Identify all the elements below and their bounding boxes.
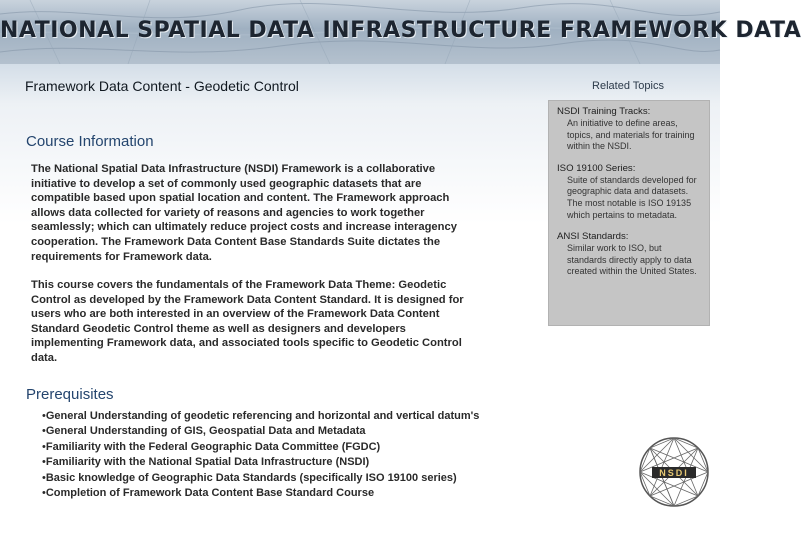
track-title: ANSI Standards: (557, 231, 629, 243)
list-item: • Completion of Framework Data Content Base Standard Course (42, 486, 532, 501)
page-title: Framework Data Content - Geodetic Control (25, 78, 299, 94)
related-topics-panel (548, 100, 710, 326)
prerequisites-heading: Prerequisites (26, 386, 114, 403)
list-item: • Basic knowledge of Geographic Data Standards (specifically ISO 19100 series) (42, 471, 532, 486)
banner-title: NATIONAL SPATIAL DATA INFRASTRUCTURE FRAMEWORK DATA (0, 18, 801, 43)
course-information-heading: Course Information (26, 133, 154, 150)
nsdi-logo (636, 434, 712, 510)
course-paragraph-1: The National Spatial Data Infrastructure (NSDI) Framework is a collaborative initiative to develop a set of commonly used geographic datasets that are compatible based upon spatial location and content. The Framework approach allows data collected for variety of reasons and agencies to work together seamlessly; which can ultimately reduce project costs and increase interagency cooperation. The Framework Data Content Base Standards Suite dictates the requirements for Framework data. (31, 163, 457, 263)
sidebar-item-nsdi-training[interactable] (557, 106, 701, 153)
logo-text: NSDI (659, 468, 689, 478)
track-description: Similar work to ISO, but standards directly apply to data created within the United States. (567, 243, 697, 277)
related-topics-link[interactable]: Related Topics (592, 80, 664, 92)
track-title: ISO 19100 Series: (557, 162, 636, 174)
list-item: • General Understanding of geodetic referencing and horizontal and vertical datum's (42, 409, 532, 424)
sidebar-item-iso-19100[interactable] (557, 163, 701, 221)
track-description: An initiative to define areas, topics, and materials for training within the NSDI. (567, 118, 695, 152)
track-title: NSDI Training Tracks: (557, 106, 651, 117)
list-item: • Familiarity with the Federal Geographic Data Committee (FGDC) (42, 440, 532, 455)
track-description: Suite of standards developed for geographic data and datasets. The most notable is ISO 19135 which pertains to metadata. (567, 174, 697, 220)
list-item: • Familiarity with the National Spatial Data Infrastructure (NSDI) (42, 455, 532, 470)
list-item: • General Understanding of GIS, Geospatial Data and Metadata (42, 424, 532, 439)
prerequisites-list (42, 409, 532, 501)
header-banner (0, 0, 801, 64)
main-content (0, 64, 720, 540)
course-paragraph-2: This course covers the fundamentals of the Framework Data Theme: Geodetic Control as developed by the Framework Data Content Standard. It is designed for users who are both interested in an overview of the Framework Data Content Standard Geodetic Control theme as well as designers and developers implementing Framework data, and associated tools specific to Geodetic Control data. (31, 279, 464, 364)
sidebar-item-ansi-standards[interactable] (557, 231, 701, 278)
